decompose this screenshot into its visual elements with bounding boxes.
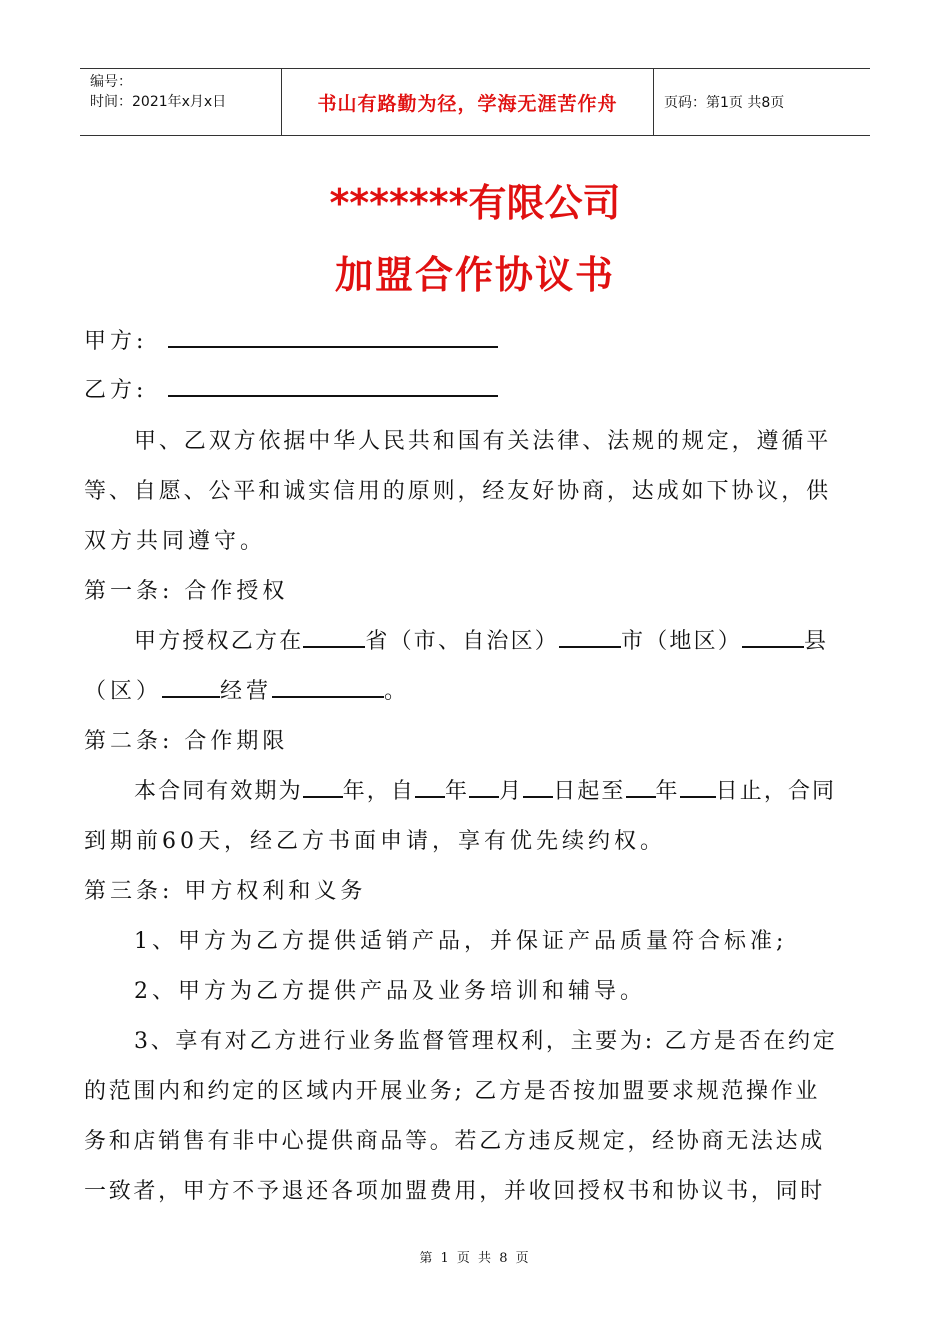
intro-line-1: 甲、乙双方依据中华人民共和国有关法律、法规的规定，遵循平 [134,429,832,454]
art2-text-b: 年，自 [342,779,416,804]
business-scope-blank [272,678,384,698]
document-title: 加盟合作协议书 [334,253,615,297]
article-1-line-2 [84,674,870,705]
county-blank [742,628,804,648]
party-a-blank [168,328,498,348]
art1-text-f: 经营 [220,679,273,704]
article-3-item-1: 1、甲方为乙方提供适销产品，并保证产品质量符合标准; [134,929,788,954]
article-2-title: 第二条: 合作期限 [84,729,289,754]
art1-text-a: 甲方授权乙方在 [134,629,304,654]
header-motto: 书山有路勤为径，学海无涯苦作舟 [282,69,654,135]
start-month-blank [469,778,499,798]
art1-text-d: 县 [804,629,829,654]
party-a-label: 甲方: [84,329,148,354]
intro-line-3: 双方共同遵守。 [84,529,267,554]
header-meta [80,69,282,135]
party-b-label: 乙方: [84,378,148,403]
city-blank [559,628,621,648]
art2-text-g: 日止，合同 [715,779,837,804]
art2-text-f: 年 [655,779,680,804]
article-3-item-3-line-2: 的范围内和约定的区域内开展业务; 乙方是否按加盟要求规范操作业 [84,1079,821,1104]
art2-text-a: 本合同有效期为 [134,779,303,804]
district-blank [162,678,220,698]
article-3-item-3-line-1: 3、享有对乙方进行业务监督管理权利，主要为: 乙方是否在约定 [134,1029,838,1054]
article-1-line-1 [84,624,920,655]
province-blank [303,628,365,648]
document-header [80,68,870,136]
time-label: 时间：2021年x月x日 [90,94,227,110]
start-year-blank [415,778,445,798]
article-3-title: 第三条: 甲方权利和义务 [84,879,367,904]
page-footer: 第 1 页 共 8 页 [419,1251,531,1266]
art2-text-d: 月 [499,779,524,804]
end-day-blank [680,778,716,798]
article-3-item-3-line-3: 务和店销售有非中心提供商品等。若乙方违反规定，经协商无法达成 [84,1129,826,1154]
party-b-blank [168,377,498,397]
end-year-blank [626,778,656,798]
article-1-title: 第一条: 合作授权 [84,579,289,604]
art1-text-g: 。 [384,679,411,704]
years-blank [303,778,343,798]
party-b-line [84,373,870,404]
company-title: *******有限公司 [329,181,621,225]
article-2-line-2: 到期前60天，经乙方书面申请，享有优先续约权。 [84,829,666,854]
article-3-item-2: 2、甲方为乙方提供产品及业务培训和辅导。 [134,979,646,1004]
serial-label: 编号： [90,74,132,90]
art1-text-b: 省（市、自治区） [365,629,560,654]
art2-text-e: 日起至 [553,779,626,804]
art1-text-c: 市（地区） [621,629,743,654]
start-day-blank [523,778,553,798]
party-a-line [84,324,870,355]
article-2-line-1 [84,774,920,805]
intro-line-2: 等、自愿、公平和诚实信用的原则，经友好协商，达成如下协议，供 [84,479,832,504]
art1-text-e: （区） [84,679,163,704]
article-3-item-3-line-4: 一致者，甲方不予退还各项加盟费用，并收回授权书和协议书，同时 [84,1179,826,1204]
art2-text-c: 年 [445,779,470,804]
header-page-info: 页码：第1页 共8页 [664,95,785,111]
